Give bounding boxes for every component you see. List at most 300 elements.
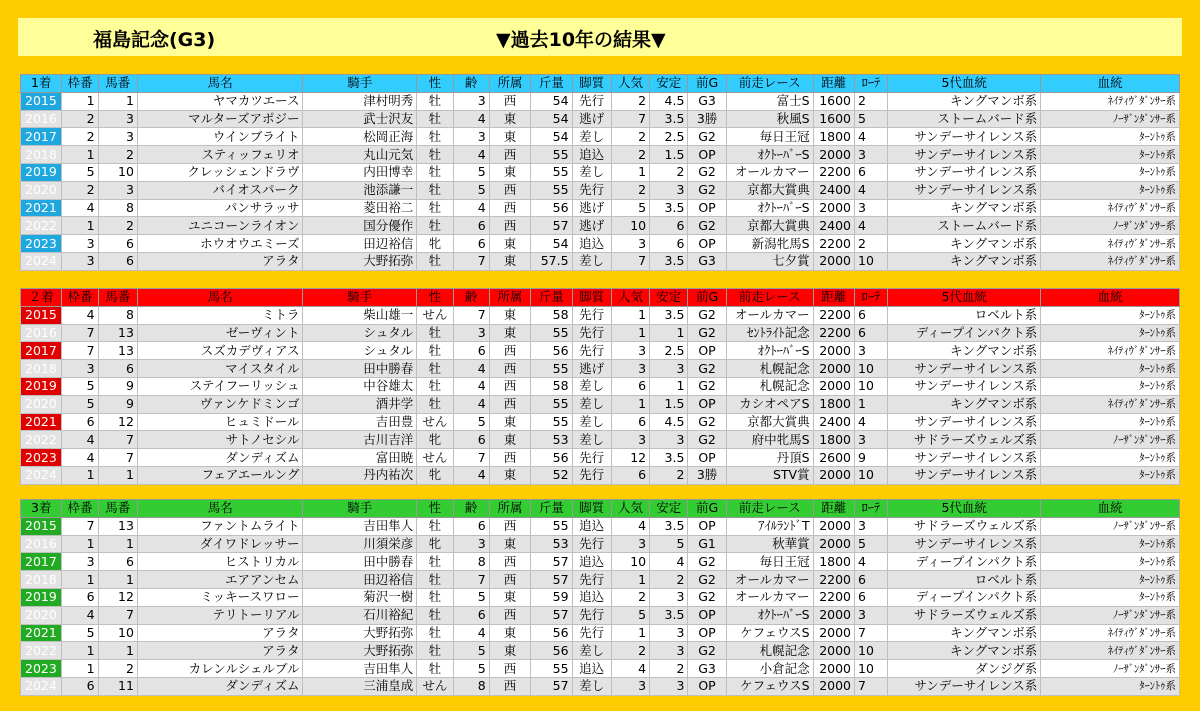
cell-horse-name: バイオスパーク [137,181,303,199]
cell-sire-line: ﾀｰﾝﾄｩ系 [1041,360,1180,378]
cell-sex: せん [417,677,453,695]
cell-prev-race: ｱｲﾙﾗﾝﾄﾞT [726,517,813,535]
cell-year: 2021 [21,624,62,642]
cell-sire-line: ﾀｰﾝﾄｩ系 [1041,553,1180,571]
cell-jockey: 古川吉洋 [303,431,417,449]
cell-horse-number: 1 [98,466,137,484]
cell-frame-number: 4 [62,431,98,449]
cell-horse-number: 13 [98,324,137,342]
cell-sex: 牡 [417,642,453,660]
header-popularity: 人気 [611,75,649,93]
cell-sex: 牝 [417,431,453,449]
cell-distance: 2000 [813,660,854,678]
table-row [21,466,1180,484]
cell-horse-name: ミトラ [137,306,303,324]
cell-running-style: 差し [572,413,611,431]
cell-prev-grade: OP [688,146,726,164]
cell-year: 2015 [21,306,62,324]
cell-popularity: 1 [611,324,649,342]
cell-horse-number: 3 [98,181,137,199]
cell-year: 2023 [21,660,62,678]
cell-jockey: 津村明秀 [303,92,417,110]
cell-frame-number: 1 [62,660,98,678]
cell-stability: 2 [650,163,688,181]
cell-age: 6 [453,342,489,360]
cell-prev-grade: G2 [688,413,726,431]
cell-horse-number: 11 [98,677,137,695]
cell-prev-grade: G3 [688,92,726,110]
cell-stable: 西 [489,571,530,589]
cell-rotation: 6 [855,324,888,342]
cell-weight: 54 [531,110,572,128]
cell-horse-name: ダンディズム [137,449,303,467]
cell-weight: 58 [531,306,572,324]
cell-prev-grade: G2 [688,642,726,660]
header-popularity: 人気 [611,289,649,307]
cell-stable: 西 [489,517,530,535]
cell-popularity: 3 [611,535,649,553]
cell-stability: 3 [650,677,688,695]
cell-jockey: 武士沢友 [303,110,417,128]
cell-running-style: 追込 [572,517,611,535]
table-row [21,449,1180,467]
cell-stable: 東 [489,642,530,660]
cell-prev-grade: OP [688,199,726,217]
cell-frame-number: 4 [62,606,98,624]
cell-frame-number: 7 [62,517,98,535]
cell-frame-number: 1 [62,571,98,589]
cell-stability: 1 [650,324,688,342]
cell-stable: 西 [489,92,530,110]
cell-sire-line: ﾉｰｻﾞﾝﾀﾞﾝｻｰ系 [1041,517,1180,535]
cell-jockey: 石川裕紀 [303,606,417,624]
cell-popularity: 5 [611,199,649,217]
cell-rotation: 10 [855,660,888,678]
table-row [21,342,1180,360]
cell-sire-line-5gen: ストームバード系 [888,217,1041,235]
cell-popularity: 3 [611,360,649,378]
cell-horse-number: 3 [98,110,137,128]
cell-prev-grade: G2 [688,128,726,146]
cell-stable: 東 [489,128,530,146]
cell-popularity: 3 [611,235,649,253]
cell-prev-grade: OP [688,449,726,467]
cell-sire-line: ﾀｰﾝﾄｩ系 [1041,466,1180,484]
cell-jockey: 田辺裕信 [303,571,417,589]
cell-horse-name: ヤマカツエース [137,92,303,110]
cell-age: 6 [453,431,489,449]
cell-frame-number: 1 [62,92,98,110]
cell-popularity: 4 [611,517,649,535]
cell-age: 3 [453,535,489,553]
cell-weight: 55 [531,517,572,535]
table-row [21,642,1180,660]
cell-prev-race: 毎日王冠 [726,128,813,146]
header-running-style: 脚質 [572,289,611,307]
header-horse-number: 馬番 [98,500,137,518]
cell-age: 5 [453,642,489,660]
cell-jockey: 吉田隼人 [303,517,417,535]
header-running-style: 脚質 [572,75,611,93]
header-year: 1着 [21,75,62,93]
cell-running-style: 先行 [572,324,611,342]
cell-prev-grade: G2 [688,217,726,235]
cell-horse-number: 2 [98,217,137,235]
cell-stable: 西 [489,449,530,467]
cell-horse-name: マルターズアポジー [137,110,303,128]
cell-sire-line: ﾀｰﾝﾄｩ系 [1041,181,1180,199]
cell-sire-line-5gen: サンデーサイレンス系 [888,360,1041,378]
header-prev-grade: 前G [688,500,726,518]
cell-prev-race: ｵｸﾄｰﾊﾞｰS [726,342,813,360]
cell-sire-line: ﾀｰﾝﾄｩ系 [1041,306,1180,324]
cell-year: 2016 [21,110,62,128]
cell-prev-grade: OP [688,342,726,360]
cell-distance: 2200 [813,571,854,589]
cell-sex: 牡 [417,217,453,235]
cell-frame-number: 6 [62,413,98,431]
cell-age: 7 [453,252,489,270]
cell-sire-line-5gen: サンデーサイレンス系 [888,181,1041,199]
cell-sire-line: ﾀｰﾝﾄｩ系 [1041,163,1180,181]
cell-stability: 5 [650,535,688,553]
second-place-table [20,288,1180,485]
cell-sire-line: ﾀｰﾝﾄｩ系 [1041,571,1180,589]
cell-running-style: 先行 [572,624,611,642]
header-prev-race: 前走レース [726,289,813,307]
cell-sire-line-5gen: サンデーサイレンス系 [888,466,1041,484]
cell-sire-line-5gen: キングマンボ系 [888,235,1041,253]
cell-jockey: 菊沢一樹 [303,588,417,606]
cell-weight: 54 [531,235,572,253]
cell-stable: 西 [489,606,530,624]
cell-stability: 3.5 [650,110,688,128]
header-distance: 距離 [813,75,854,93]
cell-sire-line-5gen: サドラーズウェルズ系 [888,431,1041,449]
cell-prev-grade: OP [688,517,726,535]
cell-distance: 2000 [813,624,854,642]
cell-rotation: 4 [855,181,888,199]
cell-sire-line-5gen: キングマンボ系 [888,252,1041,270]
cell-rotation: 3 [855,606,888,624]
cell-sire-line-5gen: サンデーサイレンス系 [888,146,1041,164]
cell-horse-name: ダイワドレッサー [137,535,303,553]
header-jockey: 騎手 [303,75,417,93]
table-row [21,252,1180,270]
cell-weight: 57 [531,677,572,695]
cell-year: 2015 [21,92,62,110]
cell-sex: せん [417,306,453,324]
cell-stable: 西 [489,677,530,695]
cell-year: 2017 [21,342,62,360]
cell-sire-line: ﾀｰﾝﾄｩ系 [1041,377,1180,395]
cell-stability: 2.5 [650,342,688,360]
cell-running-style: 差し [572,128,611,146]
cell-sex: 牡 [417,588,453,606]
cell-weight: 57 [531,217,572,235]
cell-sex: 牝 [417,235,453,253]
cell-weight: 53 [531,431,572,449]
cell-rotation: 3 [855,517,888,535]
cell-distance: 1800 [813,431,854,449]
cell-sex: 牡 [417,92,453,110]
cell-weight: 55 [531,146,572,164]
cell-prev-grade: OP [688,395,726,413]
cell-popularity: 3 [611,431,649,449]
cell-jockey: 大野拓弥 [303,642,417,660]
cell-prev-race: 京都大賞典 [726,217,813,235]
cell-sire-line: ﾀｰﾝﾄｩ系 [1041,146,1180,164]
cell-sire-line-5gen: サンデーサイレンス系 [888,128,1041,146]
cell-year: 2016 [21,535,62,553]
cell-sire-line-5gen: キングマンボ系 [888,624,1041,642]
cell-frame-number: 5 [62,163,98,181]
cell-frame-number: 2 [62,110,98,128]
cell-distance: 2200 [813,588,854,606]
header-age: 齢 [453,500,489,518]
cell-popularity: 2 [611,642,649,660]
header-popularity: 人気 [611,500,649,518]
cell-prev-grade: OP [688,624,726,642]
cell-rotation: 10 [855,360,888,378]
cell-popularity: 2 [611,588,649,606]
cell-stability: 6 [650,235,688,253]
cell-jockey: 丹内祐次 [303,466,417,484]
cell-rotation: 10 [855,642,888,660]
cell-frame-number: 1 [62,466,98,484]
table-row [21,606,1180,624]
cell-age: 5 [453,181,489,199]
cell-jockey: 田中勝春 [303,360,417,378]
cell-horse-name: ミッキースワロー [137,588,303,606]
cell-horse-number: 6 [98,235,137,253]
cell-horse-number: 1 [98,571,137,589]
table-row [21,431,1180,449]
cell-prev-race: 札幌記念 [726,360,813,378]
cell-sex: 牡 [417,624,453,642]
cell-age: 6 [453,606,489,624]
cell-jockey: 柴山雄一 [303,306,417,324]
cell-rotation: 10 [855,377,888,395]
cell-distance: 2000 [813,342,854,360]
cell-distance: 2600 [813,449,854,467]
cell-popularity: 12 [611,449,649,467]
cell-weight: 53 [531,535,572,553]
cell-running-style: 追込 [572,588,611,606]
cell-prev-race: 七夕賞 [726,252,813,270]
cell-popularity: 10 [611,553,649,571]
cell-horse-number: 6 [98,252,137,270]
cell-popularity: 1 [611,624,649,642]
cell-year: 2017 [21,553,62,571]
cell-jockey: 吉田豊 [303,413,417,431]
cell-popularity: 2 [611,92,649,110]
cell-sire-line-5gen: サンデーサイレンス系 [888,413,1041,431]
cell-age: 7 [453,306,489,324]
cell-distance: 2000 [813,360,854,378]
cell-horse-number: 7 [98,606,137,624]
cell-rotation: 10 [855,252,888,270]
cell-age: 8 [453,677,489,695]
cell-horse-number: 9 [98,395,137,413]
cell-rotation: 3 [855,146,888,164]
header-jockey: 騎手 [303,500,417,518]
cell-age: 8 [453,553,489,571]
cell-stability: 2.5 [650,128,688,146]
table-row [21,146,1180,164]
cell-rotation: 7 [855,624,888,642]
cell-horse-name: アラタ [137,252,303,270]
header-horse-name: 馬名 [137,500,303,518]
cell-stability: 4.5 [650,92,688,110]
cell-horse-number: 6 [98,553,137,571]
cell-frame-number: 4 [62,306,98,324]
cell-age: 7 [453,449,489,467]
cell-sex: 牡 [417,146,453,164]
cell-sire-line: ﾈｲﾃｨｳﾞﾀﾞﾝｻｰ系 [1041,252,1180,270]
cell-stability: 3.5 [650,517,688,535]
cell-weight: 54 [531,128,572,146]
cell-horse-name: クレッシェンドラヴ [137,163,303,181]
cell-age: 4 [453,360,489,378]
cell-prev-race: 小倉記念 [726,660,813,678]
cell-sire-line: ﾈｲﾃｨｳﾞﾀﾞﾝｻｰ系 [1041,235,1180,253]
cell-year: 2020 [21,606,62,624]
cell-prev-grade: G2 [688,306,726,324]
cell-jockey: 三浦皇成 [303,677,417,695]
cell-prev-grade: 3勝 [688,110,726,128]
cell-weight: 56 [531,624,572,642]
cell-sire-line-5gen: キングマンボ系 [888,342,1041,360]
cell-running-style: 逃げ [572,199,611,217]
cell-weight: 55 [531,413,572,431]
cell-rotation: 6 [855,571,888,589]
header-frame-number: 枠番 [62,75,98,93]
cell-prev-grade: G2 [688,324,726,342]
cell-sex: 牝 [417,535,453,553]
cell-jockey: 中谷雄太 [303,377,417,395]
cell-distance: 2000 [813,517,854,535]
cell-year: 2022 [21,431,62,449]
cell-horse-number: 3 [98,128,137,146]
header-rotation: ﾛｰﾃ [855,75,888,93]
cell-stability: 6 [650,217,688,235]
cell-jockey: 川須栄彦 [303,535,417,553]
cell-stability: 2 [650,660,688,678]
cell-age: 4 [453,146,489,164]
cell-stable: 東 [489,110,530,128]
cell-stability: 1.5 [650,146,688,164]
cell-prev-grade: G2 [688,553,726,571]
cell-running-style: 差し [572,395,611,413]
cell-rotation: 4 [855,217,888,235]
cell-distance: 2200 [813,163,854,181]
cell-distance: 2400 [813,413,854,431]
cell-stability: 4.5 [650,413,688,431]
cell-running-style: 先行 [572,535,611,553]
header-horse-number: 馬番 [98,289,137,307]
cell-popularity: 6 [611,466,649,484]
cell-distance: 2200 [813,235,854,253]
cell-horse-name: サトノセシル [137,431,303,449]
cell-horse-number: 12 [98,413,137,431]
cell-sex: せん [417,413,453,431]
header-weight: 斤量 [531,289,572,307]
cell-age: 4 [453,466,489,484]
header-weight: 斤量 [531,75,572,93]
cell-horse-name: アラタ [137,624,303,642]
cell-prev-grade: G2 [688,181,726,199]
table-row [21,535,1180,553]
cell-rotation: 2 [855,92,888,110]
cell-prev-race: オールカマー [726,571,813,589]
cell-sire-line-5gen: ロベルト系 [888,306,1041,324]
cell-stable: 西 [489,660,530,678]
cell-popularity: 7 [611,110,649,128]
cell-running-style: 先行 [572,571,611,589]
cell-horse-name: エアアンセム [137,571,303,589]
cell-distance: 1800 [813,395,854,413]
cell-prev-grade: G2 [688,571,726,589]
header-stability: 安定 [650,500,688,518]
cell-weight: 58 [531,377,572,395]
cell-sex: 牡 [417,660,453,678]
cell-prev-race: ケフェウスS [726,624,813,642]
cell-running-style: 先行 [572,606,611,624]
cell-prev-grade: G1 [688,535,726,553]
cell-popularity: 10 [611,217,649,235]
header-sex: 性 [417,289,453,307]
cell-stability: 3.5 [650,449,688,467]
cell-stable: 東 [489,252,530,270]
cell-stable: 東 [489,413,530,431]
cell-rotation: 5 [855,110,888,128]
cell-horse-number: 12 [98,588,137,606]
cell-horse-name: カレンルシェルブル [137,660,303,678]
table-row [21,677,1180,695]
header-sire-line-5gen: 5代血統 [888,289,1041,307]
cell-jockey: 松岡正海 [303,128,417,146]
header-sire-line-5gen: 5代血統 [888,500,1041,518]
cell-year: 2016 [21,324,62,342]
cell-sex: 牡 [417,342,453,360]
cell-stable: 東 [489,588,530,606]
cell-jockey: シュタル [303,342,417,360]
cell-distance: 2000 [813,199,854,217]
cell-weight: 57 [531,606,572,624]
table-row [21,92,1180,110]
cell-sire-line: ﾀｰﾝﾄｩ系 [1041,128,1180,146]
cell-horse-number: 8 [98,306,137,324]
cell-popularity: 1 [611,163,649,181]
cell-stable: 東 [489,163,530,181]
cell-prev-race: ｵｸﾄｰﾊﾞｰS [726,606,813,624]
table-row [21,571,1180,589]
table-row [21,324,1180,342]
cell-sire-line: ﾈｲﾃｨｳﾞﾀﾞﾝｻｰ系 [1041,199,1180,217]
cell-horse-name: マイスタイル [137,360,303,378]
header-distance: 距離 [813,500,854,518]
cell-rotation: 7 [855,677,888,695]
cell-horse-number: 7 [98,431,137,449]
table-row [21,588,1180,606]
cell-prev-race: 秋華賞 [726,535,813,553]
cell-year: 2018 [21,146,62,164]
cell-running-style: 先行 [572,342,611,360]
cell-sire-line: ﾀｰﾝﾄｩ系 [1041,677,1180,695]
table-header-row [21,289,1180,307]
cell-frame-number: 3 [62,553,98,571]
